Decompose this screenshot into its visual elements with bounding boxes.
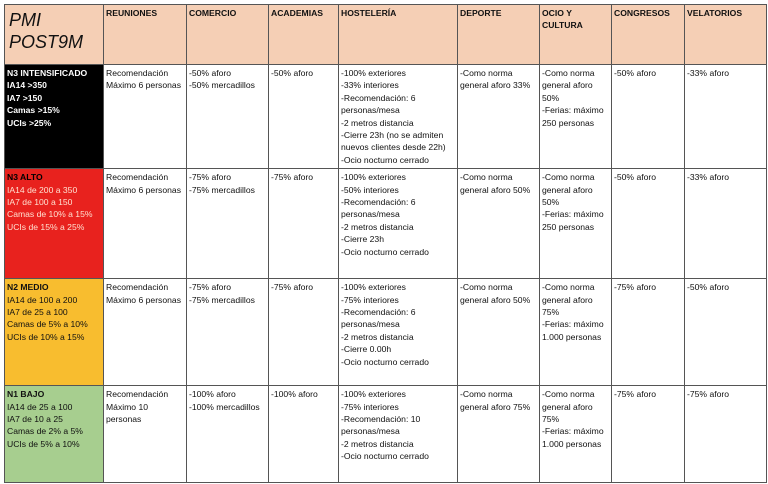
cell-deporte [458, 386, 540, 483]
level-criterion: IA7 >150 [7, 92, 43, 103]
cell-line: -75% aforo [189, 282, 232, 293]
cell-line: -2 metros distancia [341, 438, 414, 449]
cell-line: -Como norma general aforo 50% [460, 282, 531, 305]
cell-hosteleria [339, 386, 458, 483]
col-header-ocio-cultura: OCIO Y CULTURA [540, 5, 612, 65]
cell-line: -Ocio nocturno cerrado [341, 154, 429, 165]
cell-hosteleria [339, 65, 458, 169]
cell-ocio-cultura [540, 65, 612, 169]
cell-line: -2 metros distancia [341, 221, 414, 232]
col-header-reuniones: REUNIONES [104, 5, 187, 65]
cell-line: Máximo 6 personas [106, 184, 181, 195]
cell-reuniones [104, 386, 187, 483]
cell-line: -Ferias: máximo 1.000 personas [542, 319, 604, 342]
cell-line: -100% aforo [189, 389, 236, 400]
cell-line: -75% mercadillos [189, 294, 255, 305]
table-row [5, 65, 767, 169]
level-criterion: IA7 de 25 a 100 [7, 307, 68, 318]
brand-line-1: PMI [9, 10, 42, 30]
level-criterion: IA14 de 100 a 200 [7, 294, 78, 305]
cell-line: -33% aforo [687, 68, 730, 78]
cell-line: -50% aforo [614, 68, 657, 78]
cell-line: -Como norma general aforo 50% [542, 68, 595, 103]
cell-line: -Ocio nocturno cerrado [341, 246, 429, 257]
cell-line: -Ferias: máximo 250 personas [542, 209, 604, 232]
level-criterion: UCIs de 5% a 10% [7, 438, 80, 449]
level-title: N2 MEDIO [7, 282, 49, 293]
cell-line: -Cierre 23h [341, 234, 384, 245]
level-criterion: UCIs de 15% a 25% [7, 221, 85, 232]
cell-line: -50% mercadillos [189, 80, 255, 91]
cell-line: -33% aforo [687, 172, 730, 183]
cell-line: Recomendación [106, 282, 169, 293]
cell-velatorios [685, 279, 767, 386]
cell-line: -Como norma general aforo 75% [542, 282, 595, 318]
cell-deporte [458, 65, 540, 169]
cell-ocio-cultura [540, 169, 612, 279]
cell-line: -75% aforo [687, 389, 730, 400]
cell-comercio [187, 169, 269, 279]
cell-deporte [458, 169, 540, 279]
cell-line: -Recomendación: 10 personas/mesa [341, 414, 421, 437]
level-criterion: IA7 de 10 a 25 [7, 414, 63, 425]
brand-line-2: POST9M [9, 32, 84, 52]
cell-congresos [612, 169, 685, 279]
cell-line: Recomendación [106, 172, 169, 183]
cell-ocio-cultura [540, 386, 612, 483]
cell-line: -Como norma general aforo 50% [460, 172, 531, 195]
cell-line: -Recomendación: 6 personas/mesa [341, 92, 416, 116]
cell-line: -33% interiores [341, 80, 399, 91]
cell-line: -50% aforo [189, 68, 232, 78]
level-criterion: Camas de 10% a 15% [7, 209, 93, 220]
level-cell [5, 279, 104, 386]
cell-velatorios [685, 65, 767, 169]
restrictions-table [4, 4, 767, 483]
table-row [5, 169, 767, 279]
header-row [5, 5, 767, 65]
cell-line: -100% exteriores [341, 68, 406, 78]
cell-line: -Ferias: máximo 1.000 personas [542, 426, 604, 449]
cell-line: -100% exteriores [341, 389, 406, 400]
table-row [5, 386, 767, 483]
cell-velatorios [685, 169, 767, 279]
cell-line: Recomendación [106, 389, 169, 400]
cell-line: -75% aforo [271, 282, 314, 293]
cell-line: Máximo 6 personas [106, 294, 181, 305]
cell-velatorios [685, 386, 767, 483]
cell-line: -Ocio nocturno cerrado [341, 356, 429, 367]
table-body [5, 65, 767, 483]
col-header-comercio: COMERCIO [187, 5, 269, 65]
col-header-deporte: DEPORTE [458, 5, 540, 65]
cell-line: -Como norma general aforo 33% [460, 68, 531, 91]
level-cell [5, 386, 104, 483]
cell-line: Recomendación [106, 68, 169, 78]
level-criterion: Camas >15% [7, 105, 60, 116]
level-title: N1 BAJO [7, 389, 45, 400]
cell-line: -75% aforo [614, 389, 657, 400]
cell-line: -50% aforo [614, 172, 657, 183]
cell-line: -100% exteriores [341, 282, 406, 293]
brand-title [5, 5, 104, 65]
level-criterion: Camas de 5% a 10% [7, 319, 88, 330]
level-criterion: IA7 de 100 a 150 [7, 197, 73, 208]
cell-line: -Como norma general aforo 50% [542, 172, 595, 208]
col-header-velatorios: VELATORIOS [685, 5, 767, 65]
level-criterion: IA14 de 200 a 350 [7, 184, 78, 195]
cell-line: -75% interiores [341, 294, 399, 305]
cell-deporte [458, 279, 540, 386]
cell-comercio [187, 386, 269, 483]
col-header-hosteleria: HOSTELERÍA [339, 5, 458, 65]
cell-line: -50% aforo [687, 282, 730, 293]
cell-line: Máximo 10 personas [106, 401, 149, 425]
level-criterion: IA14 >350 [7, 80, 47, 91]
level-cell [5, 169, 104, 279]
level-title: N3 INTENSIFICADO [7, 68, 88, 78]
cell-hosteleria [339, 279, 458, 386]
cell-line: -75% aforo [614, 282, 657, 293]
cell-ocio-cultura [540, 279, 612, 386]
level-criterion: IA14 de 25 a 100 [7, 401, 73, 412]
cell-comercio [187, 65, 269, 169]
cell-comercio [187, 279, 269, 386]
cell-line: -Ocio nocturno cerrado [341, 451, 429, 462]
col-header-academias: ACADEMIAS [269, 5, 339, 65]
cell-line: -50% aforo [271, 68, 314, 78]
cell-line: -75% aforo [189, 172, 232, 183]
cell-academias [269, 65, 339, 169]
cell-line: -Cierre 0.00h [341, 344, 392, 355]
cell-line: -100% mercadillos [189, 401, 260, 412]
cell-line: -75% mercadillos [189, 184, 255, 195]
cell-academias [269, 279, 339, 386]
cell-academias [269, 169, 339, 279]
cell-line: -2 metros distancia [341, 331, 414, 342]
cell-line: -Ferias: máximo 250 personas [542, 105, 604, 128]
cell-line: -Como norma general aforo 75% [542, 389, 595, 425]
cell-hosteleria [339, 169, 458, 279]
col-header-congresos: CONGRESOS [612, 5, 685, 65]
level-title: N3 ALTO [7, 172, 43, 183]
cell-line: -100% exteriores [341, 172, 406, 183]
cell-line: Máximo 6 personas [106, 80, 181, 91]
cell-academias [269, 386, 339, 483]
cell-reuniones [104, 65, 187, 169]
cell-line: -Como norma general aforo 75% [460, 389, 531, 412]
cell-congresos [612, 279, 685, 386]
cell-line: -2 metros distancia [341, 117, 414, 128]
cell-line: -50% interiores [341, 184, 399, 195]
cell-reuniones [104, 279, 187, 386]
cell-line: -Cierre 23h (no se admiten nuevos clientes desde 22h) [341, 130, 446, 153]
level-criterion: Camas de 2% a 5% [7, 426, 83, 437]
level-criterion: UCIs >25% [7, 117, 52, 128]
cell-line: -100% aforo [271, 389, 318, 400]
level-cell [5, 65, 104, 169]
cell-line: -Recomendación: 6 personas/mesa [341, 307, 416, 330]
cell-reuniones [104, 169, 187, 279]
cell-line: -75% interiores [341, 401, 399, 412]
cell-congresos [612, 386, 685, 483]
cell-line: -Recomendación: 6 personas/mesa [341, 197, 416, 220]
level-criterion: UCIs de 10% a 15% [7, 331, 85, 342]
cell-line: -75% aforo [271, 172, 314, 183]
cell-congresos [612, 65, 685, 169]
table-row [5, 279, 767, 386]
